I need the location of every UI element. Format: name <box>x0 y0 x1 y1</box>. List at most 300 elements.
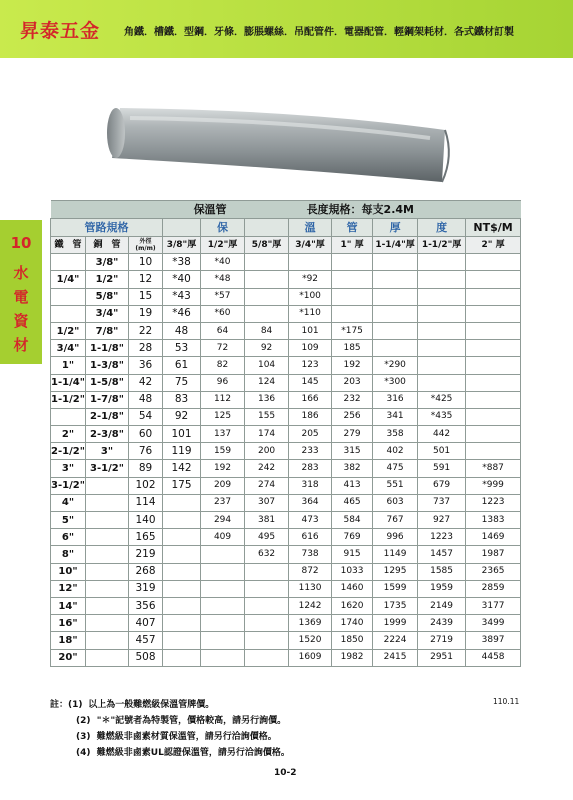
price-cell: 495 <box>245 529 289 546</box>
outer-diameter-mm: 60 <box>129 426 163 443</box>
price-cell <box>163 494 201 511</box>
price-cell: 2224 <box>373 632 418 649</box>
copper-pipe-size: 1-7/8" <box>86 391 129 408</box>
price-cell: 769 <box>332 529 373 546</box>
iron-pipe-size: 3-1/2" <box>51 477 86 494</box>
copper-pipe-size: 1-1/8" <box>86 340 129 357</box>
price-cell: 1383 <box>466 512 521 529</box>
price-cell: 237 <box>201 494 245 511</box>
price-cell: 1987 <box>466 546 521 563</box>
price-cell: 166 <box>289 391 332 408</box>
price-cell: 603 <box>373 494 418 511</box>
table-title-row <box>51 201 521 219</box>
col-copper-pipe: 銅 管 <box>86 237 129 254</box>
outer-diameter-mm: 268 <box>129 563 163 580</box>
price-cell <box>332 288 373 305</box>
chapter-char: 資 <box>13 312 29 330</box>
outer-diameter-mm: 140 <box>129 512 163 529</box>
outer-diameter-mm: 76 <box>129 443 163 460</box>
col-thickness: 1-1/4"厚 <box>373 237 418 254</box>
price-cell: 738 <box>289 546 332 563</box>
pipe-spec-header: 管路規格 <box>51 219 163 237</box>
price-cell: *999 <box>466 477 521 494</box>
note-line <box>50 697 290 713</box>
table-row <box>51 271 521 288</box>
table-row <box>51 340 521 357</box>
price-cell <box>201 615 245 632</box>
price-cell: 679 <box>418 477 466 494</box>
price-cell <box>466 340 521 357</box>
price-cell: 82 <box>201 357 245 374</box>
price-cell: 1735 <box>373 597 418 614</box>
outer-diameter-mm: 102 <box>129 477 163 494</box>
price-unit: NT$/M <box>466 219 521 237</box>
iron-pipe-size: 18" <box>51 632 86 649</box>
price-cell: *40 <box>163 271 201 288</box>
outer-diameter-mm: 219 <box>129 546 163 563</box>
price-cell <box>418 374 466 391</box>
price-cell <box>466 305 521 322</box>
price-cell: 316 <box>373 391 418 408</box>
price-cell: 1620 <box>332 597 373 614</box>
price-cell: 205 <box>289 426 332 443</box>
price-cell: *48 <box>201 271 245 288</box>
price-cell: 465 <box>332 494 373 511</box>
price-cell: *887 <box>466 460 521 477</box>
iron-pipe-size: 1/2" <box>51 322 86 339</box>
copper-pipe-size: 2-1/8" <box>86 408 129 425</box>
outer-diameter-mm: 48 <box>129 391 163 408</box>
copper-pipe-size <box>86 615 129 632</box>
iron-pipe-size: 3/4" <box>51 340 86 357</box>
price-cell <box>373 288 418 305</box>
price-cell <box>163 615 201 632</box>
price-cell: 92 <box>163 408 201 425</box>
price-cell: 185 <box>332 340 373 357</box>
table-row <box>51 408 521 425</box>
price-cell: 112 <box>201 391 245 408</box>
price-cell: 104 <box>245 357 289 374</box>
price-cell: 591 <box>418 460 466 477</box>
price-cell <box>201 597 245 614</box>
table-row <box>51 512 521 529</box>
price-cell: 2951 <box>418 649 466 666</box>
price-cell: 83 <box>163 391 201 408</box>
copper-pipe-size: 1-3/8" <box>86 357 129 374</box>
price-cell: 119 <box>163 443 201 460</box>
copper-pipe-size <box>86 649 129 666</box>
insulation-header-char: 溫 <box>289 219 332 237</box>
price-cell: *46 <box>163 305 201 322</box>
price-cell: 1033 <box>332 563 373 580</box>
price-cell <box>245 597 289 614</box>
price-cell: *300 <box>373 374 418 391</box>
price-cell: 4458 <box>466 649 521 666</box>
outer-diameter-mm: 407 <box>129 615 163 632</box>
col-thickness: 2" 厚 <box>466 237 521 254</box>
notes-prefix: 註： <box>50 700 69 710</box>
price-cell <box>163 632 201 649</box>
col-thickness: 1-1/2"厚 <box>418 237 466 254</box>
table-row <box>51 288 521 305</box>
price-cell: 75 <box>163 374 201 391</box>
insulation-header-char <box>245 219 289 237</box>
price-cell <box>201 632 245 649</box>
price-cell: *60 <box>201 305 245 322</box>
page-number: 10-2 <box>274 768 297 778</box>
price-cell <box>418 322 466 339</box>
chapter-side-tab[interactable] <box>0 220 42 364</box>
price-cell: 737 <box>418 494 466 511</box>
price-cell <box>466 271 521 288</box>
col-outer-diameter <box>129 237 163 254</box>
price-cell: 124 <box>245 374 289 391</box>
copper-pipe-size <box>86 529 129 546</box>
price-cell: 136 <box>245 391 289 408</box>
price-cell <box>466 391 521 408</box>
iron-pipe-size: 2" <box>51 426 86 443</box>
outer-diameter-mm: 15 <box>129 288 163 305</box>
price-cell <box>163 546 201 563</box>
price-cell: 442 <box>418 426 466 443</box>
copper-pipe-size <box>86 512 129 529</box>
chapter-number: 10 <box>10 234 32 252</box>
price-cell: 996 <box>373 529 418 546</box>
price-cell: 3499 <box>466 615 521 632</box>
outer-diameter-mm: 12 <box>129 271 163 288</box>
insulation-pipe-image <box>50 70 560 200</box>
price-cell <box>245 288 289 305</box>
table-row <box>51 477 521 494</box>
price-cell: 61 <box>163 357 201 374</box>
price-cell: 1850 <box>332 632 373 649</box>
price-cell: 48 <box>163 322 201 339</box>
outer-diameter-mm: 319 <box>129 580 163 597</box>
price-cell <box>201 580 245 597</box>
price-cell <box>332 254 373 271</box>
table-row <box>51 322 521 339</box>
length-spec: 長度規格：每支2.4M <box>245 201 521 219</box>
price-cell: 92 <box>245 340 289 357</box>
iron-pipe-size: 1-1/2" <box>51 391 86 408</box>
price-cell: 137 <box>201 426 245 443</box>
iron-pipe-size: 8" <box>51 546 86 563</box>
outer-diameter-mm: 114 <box>129 494 163 511</box>
price-cell: 413 <box>332 477 373 494</box>
price-cell: 1295 <box>373 563 418 580</box>
table-row <box>51 580 521 597</box>
copper-pipe-size: 7/8" <box>86 322 129 339</box>
price-cell <box>163 563 201 580</box>
price-cell: 174 <box>245 426 289 443</box>
insulation-header-char: 度 <box>418 219 466 237</box>
price-cell: 2365 <box>466 563 521 580</box>
outer-diameter-mm: 54 <box>129 408 163 425</box>
price-cell: 72 <box>201 340 245 357</box>
table-row <box>51 374 521 391</box>
price-cell: 274 <box>245 477 289 494</box>
price-cell <box>418 340 466 357</box>
price-cell: 2149 <box>418 597 466 614</box>
outer-diameter-mm: 42 <box>129 374 163 391</box>
outer-diameter-mm: 356 <box>129 597 163 614</box>
note-text: 難燃級非鹵素材質保溫管，請另行洽詢價格。 <box>96 732 277 742</box>
col-thickness: 1" 厚 <box>332 237 373 254</box>
chapter-char: 電 <box>13 288 29 306</box>
note-text: 難燃級非鹵素UL認證保溫管，請另行洽詢價格。 <box>96 748 290 758</box>
price-cell <box>373 254 418 271</box>
price-cell: 551 <box>373 477 418 494</box>
price-cell: 145 <box>289 374 332 391</box>
price-cell: 101 <box>163 426 201 443</box>
iron-pipe-size <box>51 254 86 271</box>
price-cell: 2415 <box>373 649 418 666</box>
price-cell: 1599 <box>373 580 418 597</box>
price-cell: 233 <box>289 443 332 460</box>
iron-pipe-size <box>51 288 86 305</box>
price-cell: 632 <box>245 546 289 563</box>
price-cell <box>418 357 466 374</box>
table-row <box>51 494 521 511</box>
price-cell <box>163 649 201 666</box>
price-cell <box>332 305 373 322</box>
price-cell: 315 <box>332 443 373 460</box>
price-cell: 1585 <box>418 563 466 580</box>
iron-pipe-size: 6" <box>51 529 86 546</box>
price-cell <box>466 254 521 271</box>
table-row <box>51 632 521 649</box>
chapter-char: 材 <box>13 336 29 354</box>
outer-diameter-mm: 10 <box>129 254 163 271</box>
table-row <box>51 426 521 443</box>
price-cell: 318 <box>289 477 332 494</box>
price-cell: 53 <box>163 340 201 357</box>
price-cell: 1740 <box>332 615 373 632</box>
price-cell: 3897 <box>466 632 521 649</box>
price-cell: 1460 <box>332 580 373 597</box>
iron-pipe-size: 2-1/2" <box>51 443 86 460</box>
price-cell: 186 <box>289 408 332 425</box>
price-cell: 109 <box>289 340 332 357</box>
header-band <box>0 0 573 58</box>
notes-block <box>50 697 290 761</box>
table-row <box>51 597 521 614</box>
price-cell: *40 <box>201 254 245 271</box>
note-number: (3) <box>76 732 91 742</box>
copper-pipe-size <box>86 632 129 649</box>
insulation-header-char <box>163 219 201 237</box>
iron-pipe-size: 20" <box>51 649 86 666</box>
price-cell <box>373 305 418 322</box>
table-row <box>51 563 521 580</box>
price-cell: 2719 <box>418 632 466 649</box>
col-thickness: 5/8"厚 <box>245 237 289 254</box>
insulation-price-table <box>50 200 521 667</box>
table-row <box>51 546 521 563</box>
table-row <box>51 357 521 374</box>
price-cell <box>245 632 289 649</box>
table-group-header-row <box>51 219 521 237</box>
od-label: 外徑 <box>139 238 152 246</box>
iron-pipe-size <box>51 305 86 322</box>
price-cell <box>373 340 418 357</box>
price-cell <box>466 357 521 374</box>
price-cell: 159 <box>201 443 245 460</box>
price-cell <box>245 615 289 632</box>
price-cell: 402 <box>373 443 418 460</box>
price-cell: 294 <box>201 512 245 529</box>
copper-pipe-size <box>86 494 129 511</box>
table-row <box>51 254 521 271</box>
copper-pipe-size <box>86 477 129 494</box>
price-cell: 1959 <box>418 580 466 597</box>
note-number: (1) <box>68 700 83 710</box>
price-cell: 192 <box>332 357 373 374</box>
price-cell: 1999 <box>373 615 418 632</box>
outer-diameter-mm: 22 <box>129 322 163 339</box>
price-cell <box>245 254 289 271</box>
copper-pipe-size: 2-3/8" <box>86 426 129 443</box>
price-cell: *435 <box>418 408 466 425</box>
price-cell <box>418 305 466 322</box>
note-line <box>50 729 290 745</box>
outer-diameter-mm: 89 <box>129 460 163 477</box>
price-cell: *175 <box>332 322 373 339</box>
copper-pipe-size: 1-5/8" <box>86 374 129 391</box>
price-cell: 203 <box>332 374 373 391</box>
price-cell: 3177 <box>466 597 521 614</box>
price-cell: 1242 <box>289 597 332 614</box>
iron-pipe-size: 12" <box>51 580 86 597</box>
price-cell: *100 <box>289 288 332 305</box>
price-cell: 1149 <box>373 546 418 563</box>
price-cell: 307 <box>245 494 289 511</box>
price-cell: 142 <box>163 460 201 477</box>
table-row <box>51 529 521 546</box>
price-cell: 209 <box>201 477 245 494</box>
price-cell <box>466 426 521 443</box>
price-cell: 473 <box>289 512 332 529</box>
price-cell <box>466 322 521 339</box>
revision-date: 110.11 <box>493 697 520 706</box>
price-cell <box>163 580 201 597</box>
price-cell: 1130 <box>289 580 332 597</box>
price-cell: 1469 <box>466 529 521 546</box>
price-cell: *43 <box>163 288 201 305</box>
price-cell: 200 <box>245 443 289 460</box>
price-cell: 584 <box>332 512 373 529</box>
price-cell: 381 <box>245 512 289 529</box>
price-cell: 155 <box>245 408 289 425</box>
iron-pipe-size: 10" <box>51 563 86 580</box>
copper-pipe-size: 3/8" <box>86 254 129 271</box>
outer-diameter-mm: 28 <box>129 340 163 357</box>
copper-pipe-size <box>86 597 129 614</box>
insulation-header-char: 保 <box>201 219 245 237</box>
copper-pipe-size: 3/4" <box>86 305 129 322</box>
table-row <box>51 305 521 322</box>
outer-diameter-mm: 19 <box>129 305 163 322</box>
col-thickness: 3/8"厚 <box>163 237 201 254</box>
outer-diameter-mm: 508 <box>129 649 163 666</box>
price-cell <box>418 288 466 305</box>
price-cell: *110 <box>289 305 332 322</box>
product-photo <box>50 70 560 200</box>
price-cell: 616 <box>289 529 332 546</box>
price-cell: 192 <box>201 460 245 477</box>
table-row <box>51 649 521 666</box>
price-cell: 232 <box>332 391 373 408</box>
iron-pipe-size: 16" <box>51 615 86 632</box>
price-cell <box>245 649 289 666</box>
copper-pipe-size: 1/2" <box>86 271 129 288</box>
insulation-header-char: 管 <box>332 219 373 237</box>
iron-pipe-size <box>51 408 86 425</box>
price-cell: 64 <box>201 322 245 339</box>
price-cell: 341 <box>373 408 418 425</box>
price-cell: 96 <box>201 374 245 391</box>
copper-pipe-size: 3" <box>86 443 129 460</box>
price-cell: 123 <box>289 357 332 374</box>
table-column-header-row <box>51 237 521 254</box>
note-text: 以上為一般難燃級保溫管牌價。 <box>88 700 215 710</box>
price-cell: *425 <box>418 391 466 408</box>
price-table-body <box>51 254 521 667</box>
price-cell <box>201 563 245 580</box>
price-cell: 125 <box>201 408 245 425</box>
table-row <box>51 615 521 632</box>
iron-pipe-size: 1" <box>51 357 86 374</box>
price-cell: 1609 <box>289 649 332 666</box>
price-cell: 1457 <box>418 546 466 563</box>
price-cell <box>418 271 466 288</box>
copper-pipe-size: 3-1/2" <box>86 460 129 477</box>
price-cell <box>245 563 289 580</box>
price-cell <box>466 408 521 425</box>
price-cell: *92 <box>289 271 332 288</box>
price-cell <box>245 271 289 288</box>
copper-pipe-size <box>86 546 129 563</box>
price-cell <box>245 305 289 322</box>
copper-pipe-size <box>86 580 129 597</box>
copper-pipe-size <box>86 563 129 580</box>
note-number: (2) <box>76 716 91 726</box>
price-cell: 1369 <box>289 615 332 632</box>
price-cell <box>418 254 466 271</box>
price-cell: 256 <box>332 408 373 425</box>
price-cell: 364 <box>289 494 332 511</box>
price-cell <box>289 254 332 271</box>
price-cell: 475 <box>373 460 418 477</box>
price-cell: 1223 <box>418 529 466 546</box>
price-cell <box>373 322 418 339</box>
price-cell: 501 <box>418 443 466 460</box>
price-cell: 915 <box>332 546 373 563</box>
price-cell: 927 <box>418 512 466 529</box>
price-cell <box>201 649 245 666</box>
table-title: 保溫管 <box>51 201 245 219</box>
price-table-container <box>50 200 520 667</box>
note-number: (4) <box>76 748 91 758</box>
price-cell: 175 <box>163 477 201 494</box>
price-cell: 2859 <box>466 580 521 597</box>
price-cell <box>373 271 418 288</box>
price-cell: 1223 <box>466 494 521 511</box>
price-cell <box>201 546 245 563</box>
od-unit: (m/m) <box>135 245 156 253</box>
col-iron-pipe: 鐵 管 <box>51 237 86 254</box>
price-cell <box>466 288 521 305</box>
